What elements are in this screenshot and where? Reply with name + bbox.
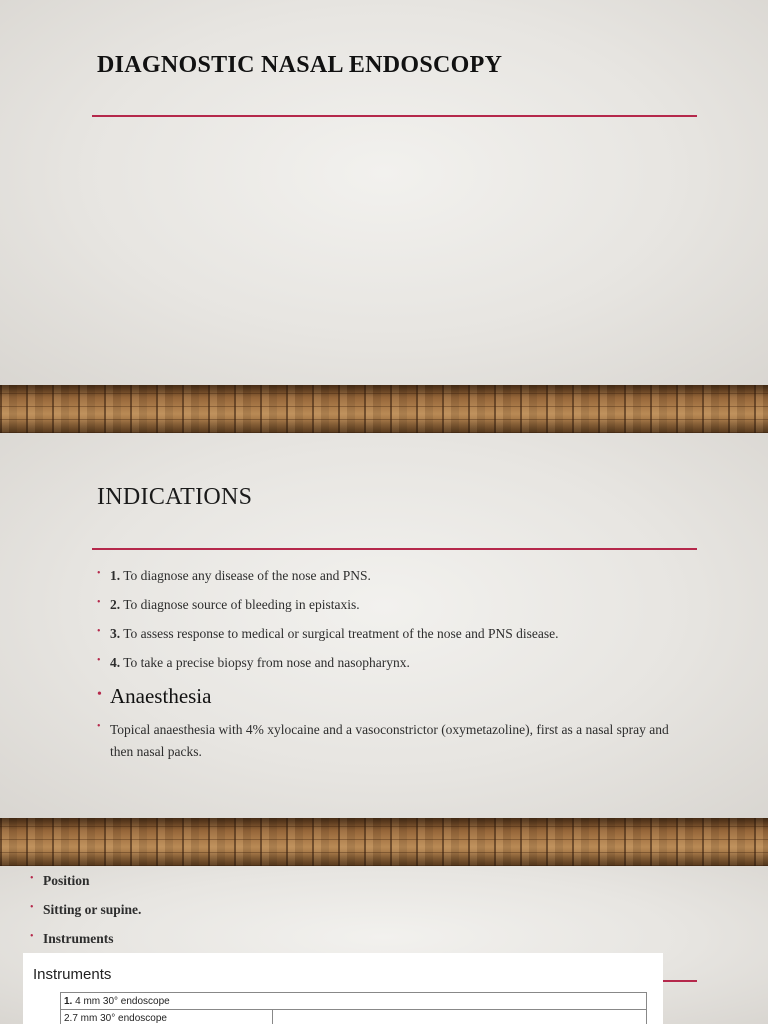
title-divider: [92, 548, 697, 550]
slide-2: [0, 433, 768, 818]
slide3-bullets: [30, 873, 530, 960]
table-cell: 1. 4 mm 30° endoscope: [61, 993, 647, 1010]
bullet-icon: •: [97, 597, 101, 608]
table-row: [61, 993, 647, 1010]
slide-title: DIAGNOSTIC NASAL ENDOSCOPY: [97, 52, 503, 78]
list-item: • Position: [30, 873, 90, 888]
anaesthesia-heading: • Anaesthesia: [97, 684, 212, 708]
list-item: • 1. To diagnose any disease of the nose and PNS.: [97, 568, 371, 583]
table-row: [61, 1010, 647, 1024]
bullet-icon: •: [97, 568, 101, 579]
bullet-icon: •: [30, 902, 34, 913]
table-cell: [273, 1010, 647, 1024]
table-cell: 2.7 mm 30° endoscope: [61, 1010, 273, 1024]
instruments-table: [60, 992, 647, 1024]
list-item: • 3. To assess response to medical or surgical treatment of the nose and PNS disease.: [97, 626, 559, 641]
bullet-icon: •: [30, 873, 34, 884]
indications-list: [97, 568, 697, 684]
title-divider: [92, 115, 697, 117]
instruments-table-title: Instruments: [33, 966, 112, 983]
bullet-icon: •: [97, 687, 102, 702]
list-item: • Instruments: [30, 931, 114, 946]
list-item: • 2. To diagnose source of bleeding in epistaxis.: [97, 597, 360, 612]
bullet-icon: •: [97, 721, 101, 732]
list-item: • Topical anaesthesia with 4% xylocaine and a vasoconstrictor (oxymetazoline), first as a nasal spray and then nasal packs.: [97, 719, 697, 763]
anaesthesia-list: [97, 684, 697, 763]
bullet-icon: •: [30, 931, 34, 942]
slide-1: [0, 0, 768, 385]
instruments-table-image: [23, 953, 663, 1024]
list-item: • 4. To take a precise biopsy from nose and nasopharynx.: [97, 655, 410, 670]
wood-floor-band: [0, 818, 768, 866]
slide-title: INDICATIONS: [97, 484, 253, 510]
bullet-icon: •: [97, 626, 101, 637]
bullet-icon: •: [97, 655, 101, 666]
list-item: • Sitting or supine.: [30, 902, 142, 917]
wood-floor-band: [0, 385, 768, 433]
